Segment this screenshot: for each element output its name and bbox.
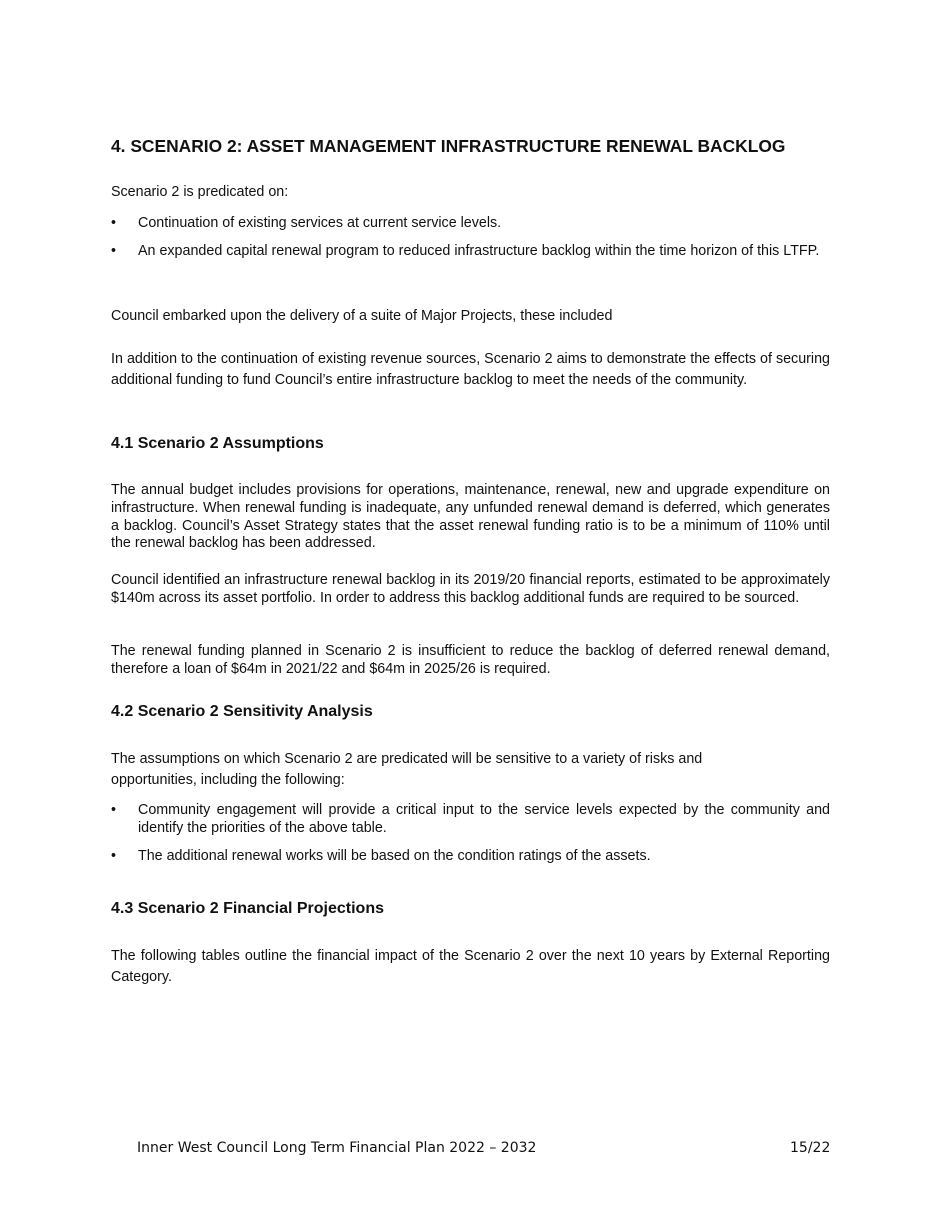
subsection-title-assumptions: 4.1 Scenario 2 Assumptions [111, 435, 324, 452]
assumptions-paragraph-3: The renewal funding planned in Scenario 2 is insufficient to reduce the backlog of deferred renewal demand, therefore a loan of $64m in 2021/22 and $64m in 2025/26 is required. [111, 643, 830, 677]
section-heading: 4. SCENARIO 2: ASSET MANAGEMENT INFRASTRUCTURE RENEWAL BACKLOG [111, 136, 786, 156]
assumptions-paragraph-1: The annual budget includes provisions for operations, maintenance, renewal, new and upgrade expenditure on infrastructure. When renewal funding is inadequate, any unfunded renewal demand is deferred, which generates a backlog. Council’s Asset Strategy states that the asset renewal funding ratio is to be a minimum of 110% until the renewal backlog has been addressed. [111, 482, 830, 552]
subsection-title-sensitivity: 4.2 Scenario 2 Sensitivity Analysis [111, 703, 373, 720]
page-number: 15/22 [790, 1140, 831, 1156]
intro-text: Scenario 2 is predicated on: [111, 184, 289, 200]
list-item-text: An expanded capital renewal program to reduced infrastructure backlog within the time horizon of this LTFP. [138, 243, 820, 259]
bullet-icon: • [111, 215, 117, 231]
bullet-icon: • [111, 243, 117, 259]
list-item-text: The additional renewal works will be based on the condition ratings of the assets. [138, 848, 651, 864]
subsection-title-projections: 4.3 Scenario 2 Financial Projections [111, 900, 384, 917]
list-item-text: Community engagement will provide a critical input to the service levels expected by the community and identify the priorities of the above table. [138, 802, 830, 836]
list-item-text: Continuation of existing services at current service levels. [138, 215, 502, 231]
assumptions-paragraph-2: Council identified an infrastructure renewal backlog in its 2019/20 financial reports, estimated to be approximately $140m across its asset portfolio. In order to address this backlog additional funds are required to be sourced. [111, 572, 830, 606]
major-projects-text: Council embarked upon the delivery of a suite of Major Projects, these included [111, 308, 613, 324]
bullet-icon: • [111, 848, 117, 864]
footer-title: Inner West Council Long Term Financial Plan 2022 – 2032 [137, 1140, 537, 1156]
projections-paragraph: The following tables outline the financial impact of the Scenario 2 over the next 10 years by External Reporting Category. [111, 948, 830, 985]
addition-paragraph: In addition to the continuation of existing revenue sources, Scenario 2 aims to demonstrate the effects of securing additional funding to fund Council’s entire infrastructure backlog to meet the needs of the community. [111, 351, 830, 388]
sensitivity-paragraph: The assumptions on which Scenario 2 are predicated will be sensitive to a variety of risks and opportunities, including the following: [111, 751, 703, 788]
bullet-icon: • [111, 802, 117, 818]
